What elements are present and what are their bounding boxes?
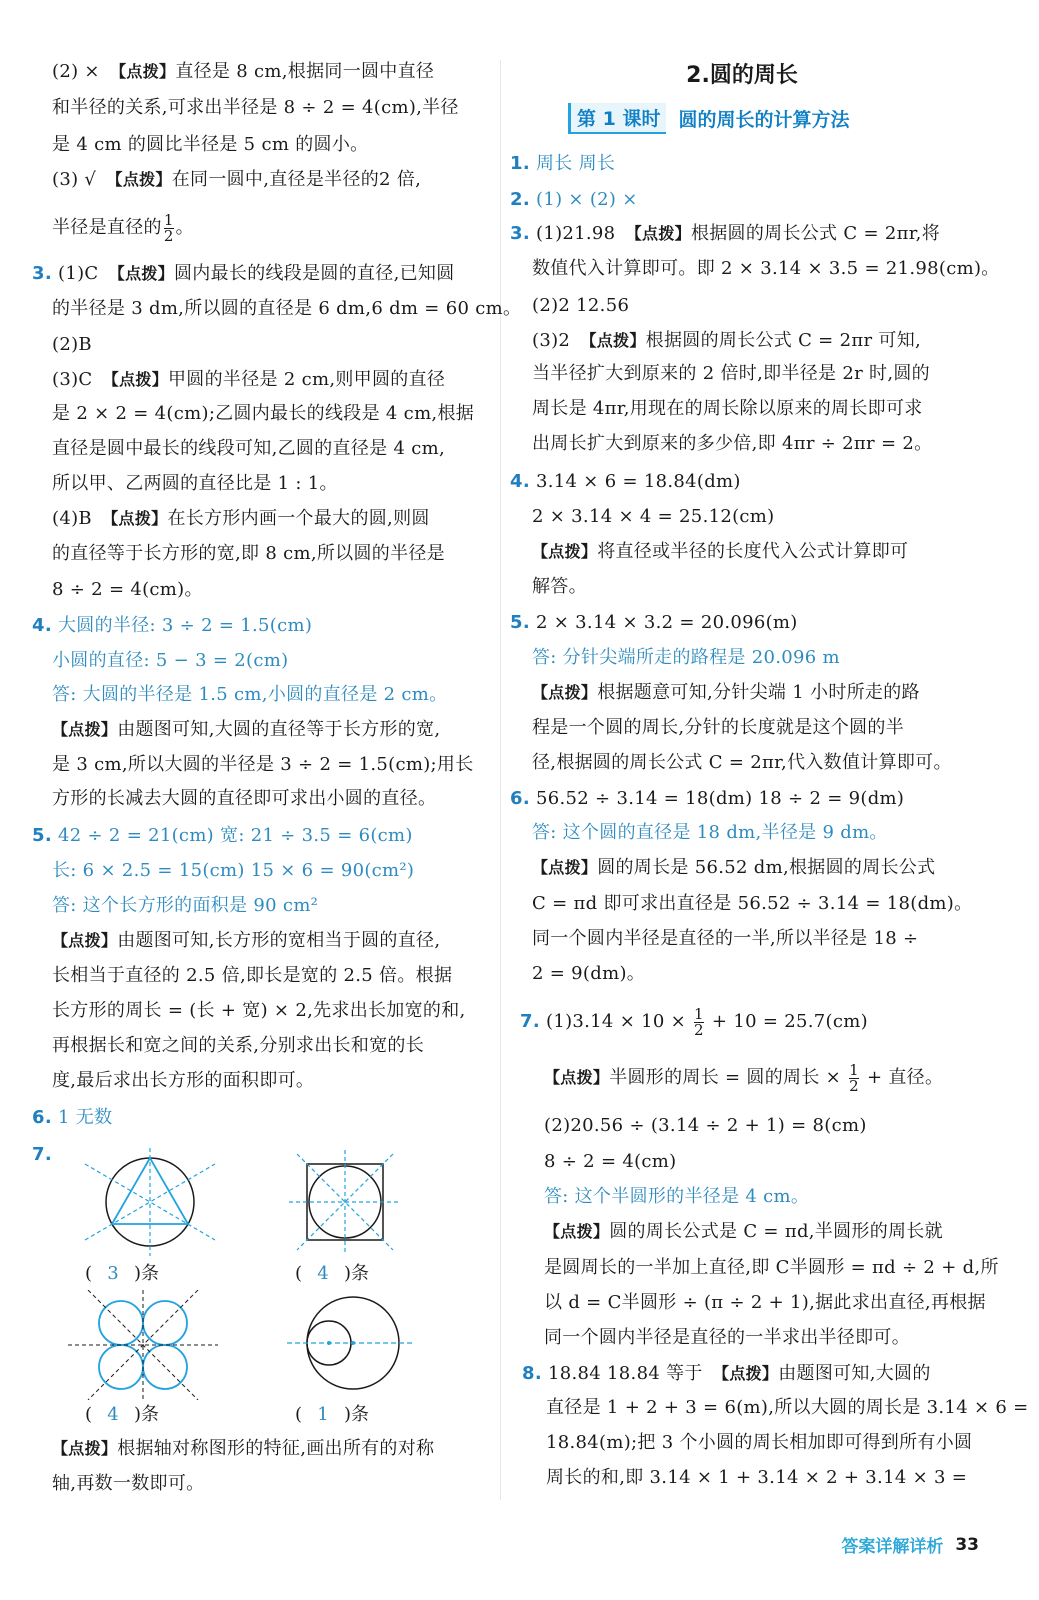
answer-line: 出周长扩大到原来的多少倍,即 4πr ÷ 2πr = 2。 — [532, 433, 933, 454]
fraction: $\frac{1}{2}$ — [694, 1004, 704, 1039]
question-7-line: 7. (1)3.14 × 10 × $\frac{1}{2}$ + 10 = 25.7(cm) — [520, 1004, 868, 1039]
answer-line: 同一个圆内半径是直径的一半,所以半径是 18 ÷ — [532, 928, 919, 949]
question-1-line: 1. 周长 周长 — [510, 153, 616, 174]
answer-line: (3)2 【点拨】根据圆的周长公式 C = 2πr 可知, — [532, 330, 922, 351]
answer-line: 度,最后求出长方形的面积即可。 — [52, 1070, 315, 1091]
lesson-name: 圆的周长的计算方法 — [678, 108, 850, 131]
answer-line: 【点拨】将直径或半径的长度代入公式计算即可 — [532, 541, 909, 562]
section-title: 2.圆的周长 — [686, 63, 798, 88]
answer-line: 长方形的周长 = (长 + 宽) × 2,先求出长加宽的和, — [52, 1000, 466, 1021]
question-4-line: 4. 3.14 × 6 = 18.84(dm) — [510, 471, 741, 492]
figure-2-axes-count: ( 4 )条 — [295, 1263, 370, 1284]
fraction: $\frac{1}{2}$ — [163, 210, 174, 245]
answer-line: 答: 分针尖端所走的路程是 20.096 m — [532, 647, 840, 668]
answer-line: (2)B — [52, 334, 92, 355]
lesson-number: 第 1 课时 — [568, 103, 666, 134]
question-8-line: 8. 18.84 18.84 等于 【点拨】由题图可知,大圆的 — [522, 1363, 931, 1384]
figure-1-axes-count: ( 3 )条 — [85, 1263, 160, 1284]
answer-line: 是圆周长的一半加上直径,即 C半圆形 = πd ÷ 2 + d,所 — [544, 1257, 999, 1278]
page-footer — [841, 1532, 979, 1557]
answer-line: 【点拨】圆的周长是 56.52 dm,根据圆的周长公式 — [532, 857, 936, 878]
answer-line: 同一个圆内半径是直径的一半求出半径即可。 — [544, 1327, 910, 1348]
answer-line: 18.84(m);把 3 个小圆的周长相加即可得到所有小圆 — [546, 1432, 973, 1453]
figure-nested-circles — [285, 1293, 415, 1393]
answer-line: 的直径等于长方形的宽,即 8 cm,所以圆的半径是 — [52, 543, 445, 564]
answer-line: 是 4 cm 的圆比半径是 5 cm 的圆小。 — [52, 134, 369, 155]
answer-line: 周长的和,即 3.14 × 1 + 3.14 × 2 + 3.14 × 3 = — [546, 1467, 968, 1488]
answer-line: 答: 这个圆的直径是 18 dm,半径是 9 dm。 — [532, 822, 888, 843]
page-number: 33 — [955, 1534, 979, 1555]
answer-line: 的半径是 3 dm,所以圆的直径是 6 dm,6 dm = 60 cm。 — [52, 298, 522, 319]
answer-line: 8 ÷ 2 = 4(cm)。 — [52, 579, 203, 600]
answer-line: 径,根据圆的周长公式 C = 2πr,代入数值计算即可。 — [532, 752, 952, 773]
answer-line: 周长是 4πr,用现在的周长除以原来的周长即可求 — [532, 398, 923, 419]
answer-line: 所以甲、乙两圆的直径比是 1 : 1。 — [52, 473, 338, 494]
answer-line: (2)2 12.56 — [532, 295, 630, 316]
answer-line: 【点拨】由题图可知,长方形的宽相当于圆的直径, — [52, 930, 441, 951]
question-3-line: 3. (1)21.98 【点拨】根据圆的周长公式 C = 2πr,将 — [510, 223, 941, 244]
answer-line: 是 3 cm,所以大圆的半径是 3 ÷ 2 = 1.5(cm);用长 — [52, 754, 474, 775]
answer-line: 半径是直径的 $\frac{1}{2}$ 。 — [52, 210, 194, 245]
answer-line: (4)B 【点拨】在长方形内画一个最大的圆,则圆 — [52, 508, 430, 529]
answer-line: 小圆的直径: 5 − 3 = 2(cm) — [52, 650, 289, 671]
answer-line: (2)20.56 ÷ (3.14 ÷ 2 + 1) = 8(cm) — [544, 1115, 867, 1136]
answer-line: 直径是 1 + 2 + 3 = 6(m),所以大圆的周长是 3.14 × 6 = — [546, 1397, 1029, 1418]
question-3-line: 3. (1)C 【点拨】圆内最长的线段是圆的直径,已知圆 — [32, 263, 455, 284]
answer-line: 数值代入计算即可。即 2 × 3.14 × 3.5 = 21.98(cm)。 — [532, 258, 1000, 279]
answer-line: 答: 这个长方形的面积是 90 cm² — [52, 895, 319, 916]
answer-line: (3)C 【点拨】甲圆的半径是 2 cm,则甲圆的直径 — [52, 369, 446, 390]
question-7-line: 7. — [32, 1144, 52, 1165]
answer-line: 轴,再数一数即可。 — [52, 1473, 205, 1494]
answer-line: 【点拨】圆的周长公式是 C = πd,半圆形的周长就 — [544, 1221, 943, 1242]
answer-line: 2 = 9(dm)。 — [532, 963, 646, 984]
answer-line: 是 2 × 2 = 4(cm);乙圆内最长的线段是 4 cm,根据 — [52, 403, 475, 424]
answer-line: 8 ÷ 2 = 4(cm) — [544, 1151, 677, 1172]
answer-line: 答: 这个半圆形的半径是 4 cm。 — [544, 1186, 810, 1207]
figure-3-axes-count: ( 4 )条 — [85, 1404, 160, 1425]
question-2-line: 2. (1) × (2) × — [510, 189, 638, 210]
answer-line: 【点拨】根据题意可知,分针尖端 1 小时所走的路 — [532, 682, 920, 703]
answer-line: 直径是圆中最长的线段可知,乙圆的直径是 4 cm, — [52, 438, 445, 459]
fraction: $\frac{1}{2}$ — [849, 1060, 859, 1095]
answer-line: 和半径的关系,可求出半径是 8 ÷ 2 = 4(cm),半径 — [52, 97, 459, 118]
question-5-line: 5. 42 ÷ 2 = 21(cm) 宽: 21 ÷ 3.5 = 6(cm) — [32, 825, 413, 846]
lesson-header — [568, 104, 849, 132]
question-4-line: 4. 大圆的半径: 3 ÷ 2 = 1.5(cm) — [32, 615, 313, 636]
footer-brand: 答案详解详析 — [841, 1537, 944, 1557]
figure-circle-in-square — [285, 1148, 405, 1256]
figure-four-circles — [68, 1290, 218, 1400]
figure-triangle-in-circle — [80, 1148, 220, 1256]
answer-line: 以 d = C半圆形 ÷ (π ÷ 2 + 1),据此求出直径,再根据 — [544, 1292, 986, 1313]
answer-line: 解答。 — [532, 576, 587, 597]
answer-line: 【点拨】由题图可知,大圆的直径等于长方形的宽, — [52, 719, 441, 740]
question-5-line: 5. 2 × 3.14 × 3.2 = 20.096(m) — [510, 612, 798, 633]
answer-line: 长: 6 × 2.5 = 15(cm) 15 × 6 = 90(cm²) — [52, 860, 415, 881]
answer-line: C = πd 即可求出直径是 56.52 ÷ 3.14 = 18(dm)。 — [532, 893, 973, 914]
question-6-line: 6. 1 无数 — [32, 1107, 113, 1128]
answer-line: (2) × 【点拨】直径是 8 cm,根据同一圆中直径 — [52, 61, 435, 82]
answer-line: 长相当于直径的 2.5 倍,即长是宽的 2.5 倍。根据 — [52, 965, 453, 986]
answer-line: 2 × 3.14 × 4 = 25.12(cm) — [532, 506, 775, 527]
answer-line: 当半径扩大到原来的 2 倍时,即半径是 2r 时,圆的 — [532, 363, 930, 384]
answer-line: 【点拨】根据轴对称图形的特征,画出所有的对称 — [52, 1438, 435, 1459]
question-6-line: 6. 56.52 ÷ 3.14 = 18(dm) 18 ÷ 2 = 9(dm) — [510, 788, 905, 809]
answer-line: 程是一个圆的周长,分针的长度就是这个圆的半 — [532, 717, 905, 738]
answer-line: 【点拨】半圆形的周长 = 圆的周长 × $\frac{1}{2}$ + 直径。 — [544, 1060, 944, 1095]
figure-4-axes-count: ( 1 )条 — [295, 1404, 370, 1425]
answer-line: 方形的长减去大圆的直径即可求出小圆的直径。 — [52, 788, 437, 809]
answer-line: 答: 大圆的半径是 1.5 cm,小圆的直径是 2 cm。 — [52, 684, 448, 705]
column-divider — [500, 60, 501, 1500]
answer-line: 再根据长和宽之间的关系,分别求出长和宽的长 — [52, 1035, 425, 1056]
answer-line: (3) √ 【点拨】在同一圆中,直径是半径的2 倍, — [52, 169, 422, 190]
